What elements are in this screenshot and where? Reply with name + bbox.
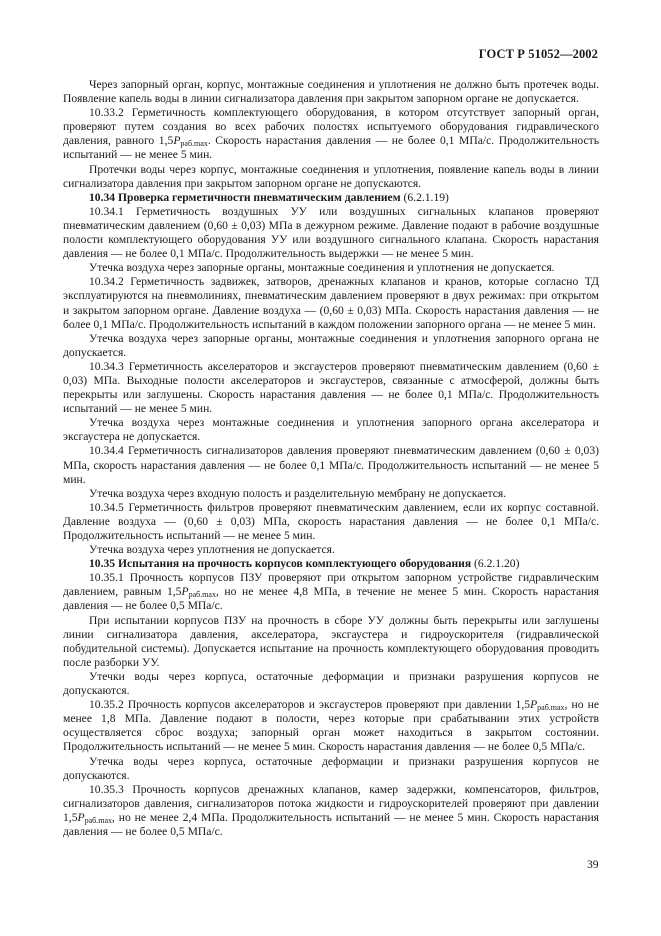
paragraph-10-35-2: 10.35.2 Прочность корпусов акселераторов и эксгаустеров проверяют при давлении $1,5P_{раб.max}$, но не менее 1,8 МПа. Давление подают в полости, через которые при срабатывании этих устройств осуществляется сброс воздуха; запорный орган может находиться в закрытом состоянии. Продолжительность испытаний — не менее 5 мин. Скорость нарастания давления — не более 0,5 МПа/с.	[63, 698, 599, 754]
paragraph-10-35-1: 10.35.1 Прочность корпусов ПЗУ проверяют при открытом запорном устройстве гидравлическим давлением, равным $1,5P_{раб.max}$, но не менее 4,8 МПа, в течение не менее 5 мин. Скорость нарастания давления — не более 0,5 МПа/с.	[63, 571, 599, 613]
paragraph: Утечка воды через корпуса, остаточные деформации и признаки разрушения корпусов не допускаются.	[63, 754, 599, 782]
paragraph-10-34-5: 10.34.5 Герметичность фильтров проверяют пневматическим давлением, если их корпус составной. Давление воздуха — (0,60 ± 0,03) МПа, скорость нарастания давления — не более 0,1 МПа/с. Продолжительность испытаний — не менее 5 мин.	[63, 500, 599, 542]
paragraph: Утечка воздуха через запорные органы, монтажные соединения и уплотнения не допускается.	[89, 261, 555, 275]
paragraph: Утечка воздуха через монтажные соединения и уплотнения запорного органа акселератора и эксгаустера не допускается.	[63, 416, 599, 444]
document-body	[63, 78, 599, 839]
paragraph: При испытании корпусов ПЗУ на прочность в сборе УУ должны быть перекрыты или заглушены линии сигнализатора давления, акселератора, эксгаустера и гидроускорителя (гидравлической побудительной системы). Допускается испытание на прочность комплектующего оборудования проводить после разборки УУ.	[63, 613, 599, 669]
section-heading-10-35: 10.35 Испытания на прочность корпусов комплектующего оборудования (6.2.1.20)	[89, 557, 520, 571]
standard-header: ГОСТ Р 51052—2002	[478, 47, 598, 61]
paragraph: Через запорный орган, корпус, монтажные соединения и уплотнения не должно быть протечек воды. Появление капель воды в линии сигнализатора давления при закрытом запорном органе не допускается.	[63, 78, 599, 106]
paragraph-10-34-3: 10.34.3 Герметичность акселераторов и эксгаустеров проверяют пневматическим давлением (0,60 ± 0,03) МПа. Выходные полости акселераторов и эксгаустеров, связанные с атмосферой, должны быть перекрыты или заглушены. Скорость нарастания давления — не более 0,1 МПа/с. Продолжительность испытаний — не менее 5 мин.	[63, 359, 599, 416]
paragraph: Утечка воздуха через запорные органы, монтажные соединения и уплотнения запорного органа не допускается.	[63, 331, 599, 359]
page-number: 39	[587, 858, 599, 871]
paragraph-10-34-4: 10.34.4 Герметичность сигнализаторов давления проверяют пневматическим давлением (0,60 ± 0,03) МПа, скорость нарастания давления — не более 0,1 МПа/с. Продолжительность испытаний — не менее 5 мин.	[63, 444, 599, 486]
paragraph: Утечка воздуха через уплотнения не допускается.	[89, 543, 335, 557]
paragraph: Протечки воды через корпус, монтажные соединения и уплотнения, появление капель воды в линии сигнализатора давления при закрытом запорном органе не допускаются.	[63, 162, 599, 190]
paragraph: Утечки воды через корпуса, остаточные деформации и признаки разрушения корпусов не допускаются.	[63, 669, 599, 698]
paragraph-10-34-2: 10.34.2 Герметичность задвижек, затворов, дренажных клапанов и кранов, которые согласно ТД эксплуатируются на пневмолиниях, пневматическим давлением проверяют в двух режимах: при открытом и закрытом запорном органе. Давление воздуха — (0,60 ± 0,03) МПа. Скорость нарастания давления — не более 0,1 МПа/с. Продолжительность испытаний в каждом положении запорного органа — не менее 5 мин.	[63, 275, 599, 331]
paragraph: Утечка воздуха через входную полость и разделительную мембрану не допускается.	[89, 486, 507, 500]
paragraph-10-35-3: 10.35.3 Прочность корпусов дренажных клапанов, камер задержки, компенсаторов, фильтров, сигнализаторов давления, сигнализаторов потока жидкости и гидроускорителей проверяют при давлении $1,5P_{раб.max}$, но не менее 2,4 МПа. Продолжительность испытаний — не менее 5 мин. Скорость нарастания давления — не более 0,5 МПа/с.	[63, 782, 599, 838]
paragraph-10-34-1: 10.34.1 Герметичность воздушных УУ или воздушных сигнальных клапанов проверяют пневматическим давлением (0,60 ± 0,03) МПа в дежурном режиме. Давление подают в рабочие воздушные полости комплектующего оборудования УУ или воздушного сигнального клапана. Скорость нарастания давления — не более 0,1 МПа/с. Продолжительность выдержки — не менее 5 мин.	[63, 204, 599, 261]
section-heading-10-34: 10.34 Проверка герметичности пневматическим давлением (6.2.1.19)	[89, 190, 449, 204]
paragraph-10-33-2: 10.33.2 Герметичность комплектующего оборудования, в котором отсутствует запорный орган, проверяют путем создания во всех рабочих полостях испытуемого оборудования гидравлического давления, равного $1,5P_{раб.max}$. Скорость нарастания давления — не более 0,1 МПа/с. Продолжительность испытаний — не менее 5 мин.	[63, 106, 599, 162]
